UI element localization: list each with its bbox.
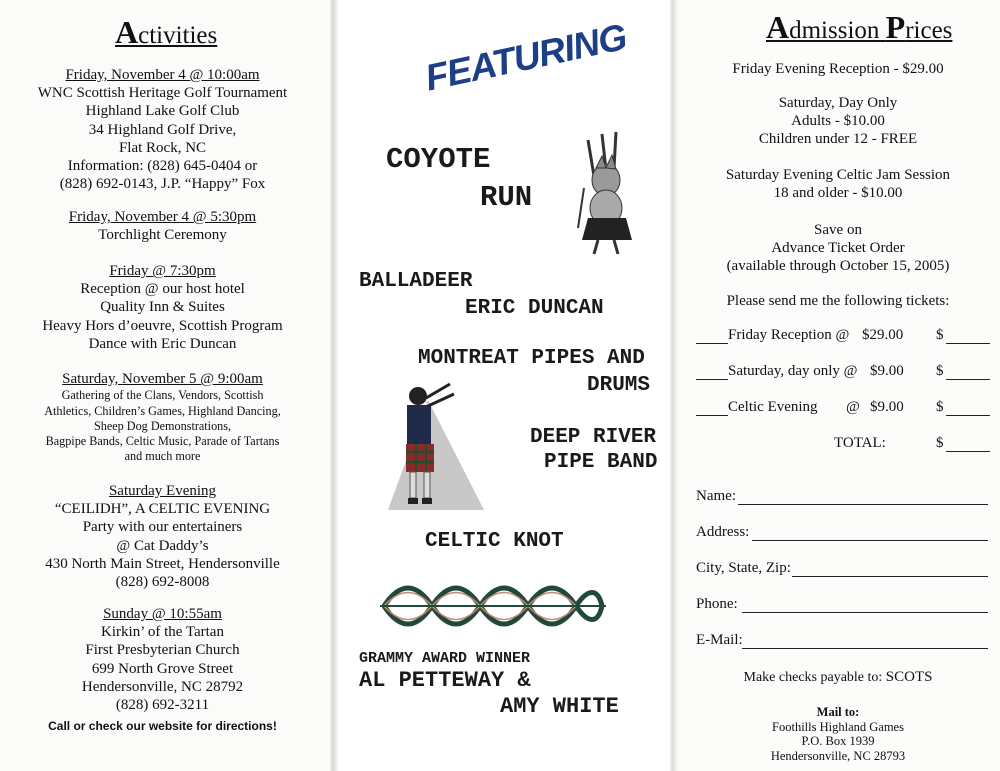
event-line: Party with our entertainers bbox=[82, 519, 243, 536]
total-label: TOTAL: bbox=[834, 435, 886, 451]
deep-river-line1: DEEP RIVER bbox=[530, 426, 657, 449]
order-label: Celtic Evening bbox=[728, 399, 818, 415]
balladeer-label: BALLADEER bbox=[359, 270, 473, 293]
event-ceilidh bbox=[10, 482, 315, 591]
saturday-prices bbox=[688, 94, 988, 148]
admission-title: Admission Prices bbox=[766, 9, 953, 45]
event-line: WNC Scottish Heritage Golf Tournament bbox=[37, 85, 288, 102]
checks-label: Make checks payable to: bbox=[743, 670, 883, 685]
celtic-knot-image bbox=[380, 580, 606, 632]
event-line: Torchlight Ceremony bbox=[98, 227, 227, 244]
price-line: Saturday Evening Celtic Jam Session bbox=[725, 167, 951, 183]
city-input[interactable] bbox=[792, 560, 988, 577]
price-line: Adults - $10.00 bbox=[791, 113, 885, 129]
event-line: Kirkin’ of the Tartan bbox=[101, 624, 224, 641]
event-line: Reception @ our host hotel bbox=[80, 281, 245, 298]
phone-input[interactable] bbox=[742, 596, 988, 613]
deep-river-line2: PIPE BAND bbox=[544, 451, 658, 474]
quantity-blank[interactable] bbox=[696, 415, 728, 416]
celtic-knot-label: CELTIC KNOT bbox=[425, 530, 564, 553]
event-line: Information: (828) 645-0404 or bbox=[67, 158, 258, 175]
grammy-label: GRAMMY AWARD WINNER bbox=[359, 650, 531, 667]
event-line: Hendersonville, NC 28792 bbox=[81, 678, 244, 695]
event-line: Athletics, Children’s Games, Highland Dancing, bbox=[44, 403, 281, 418]
amount-blank[interactable] bbox=[946, 363, 990, 380]
eric-duncan: ERIC DUNCAN bbox=[465, 297, 604, 320]
jam-session-price bbox=[688, 166, 988, 202]
event-line: Heavy Hors d’oeuvre, Scottish Program bbox=[42, 317, 283, 334]
email-input[interactable] bbox=[742, 632, 988, 649]
event-heading: Friday @ 7:30pm bbox=[109, 263, 216, 279]
event-line: Gathering of the Clans, Vendors, Scottish bbox=[61, 388, 264, 403]
please-send: Please send me the following tickets: bbox=[726, 293, 950, 309]
event-heading: Friday, November 4 @ 10:00am bbox=[65, 67, 260, 83]
event-line: Quality Inn & Suites bbox=[100, 299, 225, 316]
price-line: Saturday, Day Only bbox=[778, 95, 898, 111]
event-heading: Saturday, November 5 @ 9:00am bbox=[62, 371, 263, 387]
event-saturday bbox=[10, 370, 315, 465]
name-field bbox=[696, 488, 992, 505]
event-line: Highland Lake Golf Club bbox=[85, 103, 240, 120]
order-price: $9.00 bbox=[870, 363, 904, 379]
total-blank[interactable] bbox=[946, 435, 990, 452]
event-kirkin bbox=[10, 605, 315, 714]
quantity-blank[interactable] bbox=[696, 343, 728, 344]
event-torchlight bbox=[10, 208, 315, 244]
event-line: (828) 692-3211 bbox=[115, 697, 210, 714]
order-row-friday bbox=[696, 327, 992, 344]
order-at: @ bbox=[846, 399, 860, 415]
price-line: Children under 12 - FREE bbox=[758, 131, 918, 147]
coyote-run-line1: COYOTE bbox=[386, 143, 491, 176]
event-line: Flat Rock, NC bbox=[118, 139, 207, 156]
montreat-line1: MONTREAT PIPES AND bbox=[418, 347, 645, 370]
event-line: and much more bbox=[124, 449, 201, 464]
activities-title: Activities bbox=[115, 14, 218, 50]
order-dollar: $ bbox=[936, 363, 944, 379]
event-line: 699 North Grove Street bbox=[91, 660, 234, 677]
event-reception bbox=[10, 262, 315, 353]
event-heading: Sunday @ 10:55am bbox=[103, 606, 222, 622]
order-dollar: $ bbox=[936, 399, 944, 415]
checks-payable bbox=[688, 668, 988, 687]
name-label: Name: bbox=[696, 488, 736, 504]
event-line: First Presbyterian Church bbox=[85, 642, 240, 659]
fold-line bbox=[330, 0, 338, 771]
mail-line: Foothills Highland Games bbox=[772, 719, 904, 734]
event-line: “CEILIDH”, A CELTIC EVENING bbox=[54, 501, 271, 518]
address-field bbox=[696, 524, 992, 541]
email-label: E-Mail: bbox=[696, 632, 743, 648]
fold-line bbox=[670, 0, 678, 771]
friday-reception-price: Friday Evening Reception - $29.00 bbox=[732, 61, 944, 77]
order-row-celtic bbox=[696, 399, 992, 416]
event-line: @ Cat Daddy’s bbox=[116, 537, 209, 554]
mail-line: Hendersonville, NC 28793 bbox=[770, 748, 906, 763]
event-heading: Friday, November 4 @ 5:30pm bbox=[68, 209, 257, 225]
city-label: City, State, Zip: bbox=[696, 560, 791, 576]
advance-order bbox=[688, 221, 988, 275]
advance-line: (available through October 15, 2005) bbox=[726, 258, 950, 274]
phone-field bbox=[696, 596, 992, 613]
quantity-blank[interactable] bbox=[696, 379, 728, 380]
featuring-heading: FEATURING bbox=[421, 16, 630, 99]
address-input[interactable] bbox=[752, 524, 988, 541]
event-golf bbox=[10, 66, 315, 193]
event-line: 34 Highland Golf Drive, bbox=[88, 121, 237, 138]
event-line: Sheep Dog Demonstrations, bbox=[93, 418, 232, 433]
coyote-run-line2: RUN bbox=[480, 181, 533, 214]
event-line: Dance with Eric Duncan bbox=[88, 335, 237, 352]
checks-payee: SCOTS bbox=[885, 669, 933, 685]
order-price: $29.00 bbox=[862, 327, 904, 343]
event-line: (828) 692-8008 bbox=[115, 574, 210, 591]
mailing-address bbox=[688, 705, 988, 763]
al-petteway: AL PETTEWAY & bbox=[359, 668, 531, 693]
order-label: Saturday, day only @ bbox=[728, 363, 858, 379]
amount-blank[interactable] bbox=[946, 327, 990, 344]
coyote-piper-image bbox=[572, 128, 640, 258]
email-field bbox=[696, 632, 992, 649]
event-line: (828) 692-0143, J.P. “Happy” Fox bbox=[59, 176, 266, 193]
event-heading: Saturday Evening bbox=[108, 483, 217, 499]
price-line: 18 and older - $10.00 bbox=[773, 185, 903, 201]
name-input[interactable] bbox=[738, 488, 988, 505]
amy-white: AMY WHITE bbox=[500, 694, 619, 719]
bagpiper-image bbox=[388, 380, 484, 512]
event-line: 430 North Main Street, Hendersonville bbox=[45, 555, 280, 572]
advance-line: Save on bbox=[814, 222, 862, 238]
montreat-line2: DRUMS bbox=[587, 374, 651, 397]
order-price: $9.00 bbox=[870, 399, 904, 415]
order-dollar: $ bbox=[936, 327, 944, 343]
advance-line: Advance Ticket Order bbox=[771, 240, 905, 256]
address-label: Address: bbox=[696, 524, 750, 540]
event-line: Bagpipe Bands, Celtic Music, Parade of Tartans bbox=[45, 434, 280, 449]
mail-to-label: Mail to: bbox=[816, 705, 860, 719]
amount-blank[interactable] bbox=[946, 399, 990, 416]
directions-note: Call or check our website for directions! bbox=[48, 719, 277, 733]
mail-line: P.O. Box 1939 bbox=[801, 734, 875, 748]
total-dollar: $ bbox=[936, 435, 944, 451]
city-field bbox=[696, 560, 992, 577]
phone-label: Phone: bbox=[696, 596, 738, 612]
order-label: Friday Reception @ bbox=[728, 327, 850, 343]
order-row-saturday bbox=[696, 363, 992, 380]
